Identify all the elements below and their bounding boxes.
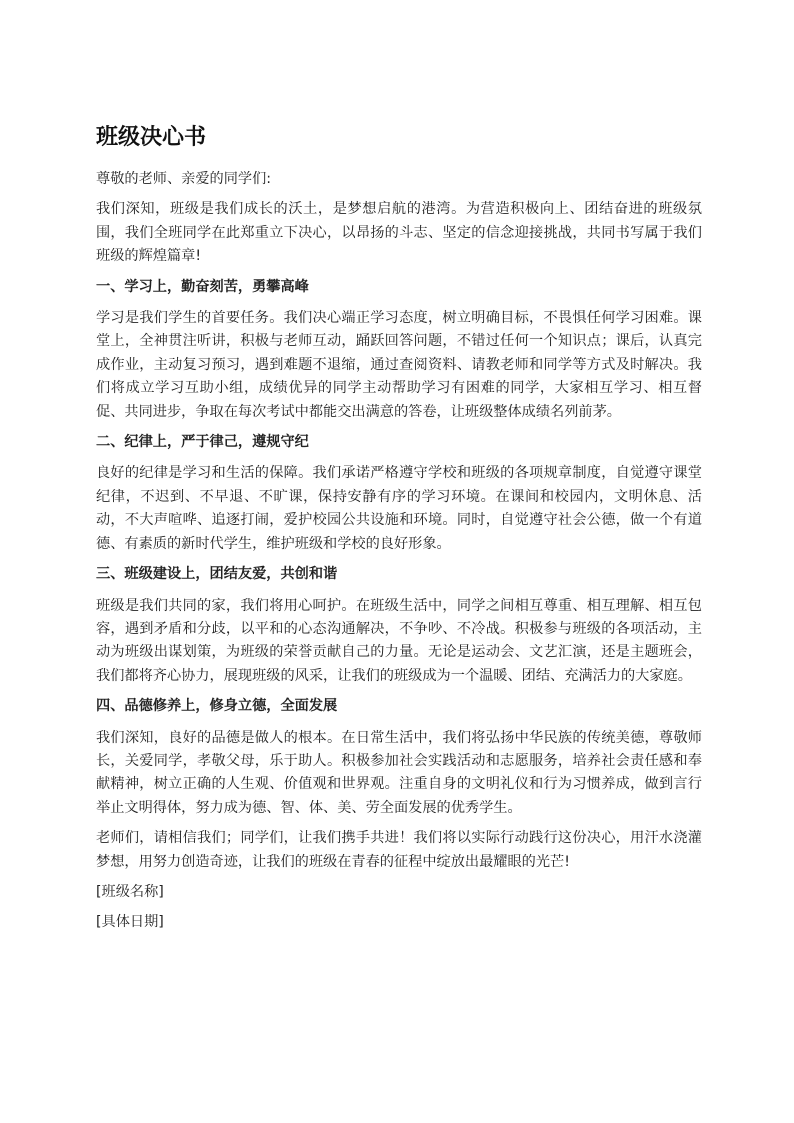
- section-heading: 四、品德修养上，修身立德，全面发展: [96, 698, 338, 715]
- section-body: 我们深知，良好的品德是做人的根本。在日常生活中，我们将弘扬中华民族的传统美德，尊敬师长，关爱同学，孝敬父母，乐于助人。积极参加社会实践活动和志愿服务，培养社会责任感和奉献精神，树立正确的人生观、价值观和世界观。注重自身的文明礼仪和行为习惯养成，做到言行举止文明得体，努力成为德、智、体、美、劳全面发展的优秀学生。: [96, 729, 702, 816]
- document-page: [96, 118, 702, 942]
- date-placeholder: [具体日期]: [96, 914, 164, 931]
- section-heading: 三、班级建设上，团结友爱，共创和谐: [96, 566, 338, 583]
- class-name-placeholder: [班级名称]: [96, 883, 164, 900]
- section-body: 良好的纪律是学习和生活的保障。我们承诺严格遵守学校和班级的各项规章制度，自觉遵守课堂纪律，不迟到、不早退、不旷课，保持安静有序的学习环境。在课间和校园内，文明休息、活动，不大声喧哗、追逐打闹，爱护校园公共设施和环境。同时，自觉遵守社会公德，做一个有道德、有素质的新时代学生，维护班级和学校的良好形象。: [96, 465, 702, 552]
- section-morality: [96, 695, 702, 820]
- closing-paragraph: 老师们，请相信我们；同学们，让我们携手共进！我们将以实际行动践行这份决心，用汗水浇灌梦想，用努力创造奇迹，让我们的班级在青春的征程中绽放出最耀眼的光芒!: [96, 830, 702, 870]
- intro-paragraph: 我们深知，班级是我们成长的沃土，是梦想启航的港湾。为营造积极向上、团结奋进的班级氛围，我们全班同学在此郑重立下决心，以昂扬的斗志、坚定的信念迎接挑战，共同书写属于我们班级的辉煌篇章!: [96, 201, 702, 265]
- section-heading: 二、纪律上，严于律己，遵规守纪: [96, 434, 309, 451]
- section-heading: 一、学习上，勤奋刻苦，勇攀高峰: [96, 278, 309, 295]
- section-body: 班级是我们共同的家，我们将用心呵护。在班级生活中，同学之间相互尊重、相互理解、相互包容，遇到矛盾和分歧，以平和的心态沟通解决，不争吵、不冷战。积极参与班级的各项活动，主动为班级出谋划策，为班级的荣誉贡献自己的力量。无论是运动会、文艺汇演，还是主题班会，我们都将齐心协力，展现班级的风采，让我们的班级成为一个温暖、团结、充满活力的大家庭。: [96, 597, 702, 684]
- section-body: 学习是我们学生的首要任务。我们决心端正学习态度，树立明确目标，不畏惧任何学习困难。课堂上，全神贯注听讲，积极与老师互动，踊跃回答问题，不错过任何一个知识点；课后，认真完成作业，主动复习预习，遇到难题不退缩，通过查阅资料、请教老师和同学等方式及时解决。我们将成立学习互助小组，成绩优异的同学主动帮助学习有困难的同学，大家相互学习、相互督促、共同进步，争取在每次考试中都能交出满意的答卷，让班级整体成绩名列前茅。: [96, 310, 702, 420]
- section-study: [96, 276, 702, 424]
- section-class-building: [96, 563, 702, 688]
- salutation: 尊敬的老师、亲爱的同学们:: [96, 171, 272, 187]
- document-title: 班级决心书: [96, 125, 207, 150]
- section-discipline: [96, 431, 702, 556]
